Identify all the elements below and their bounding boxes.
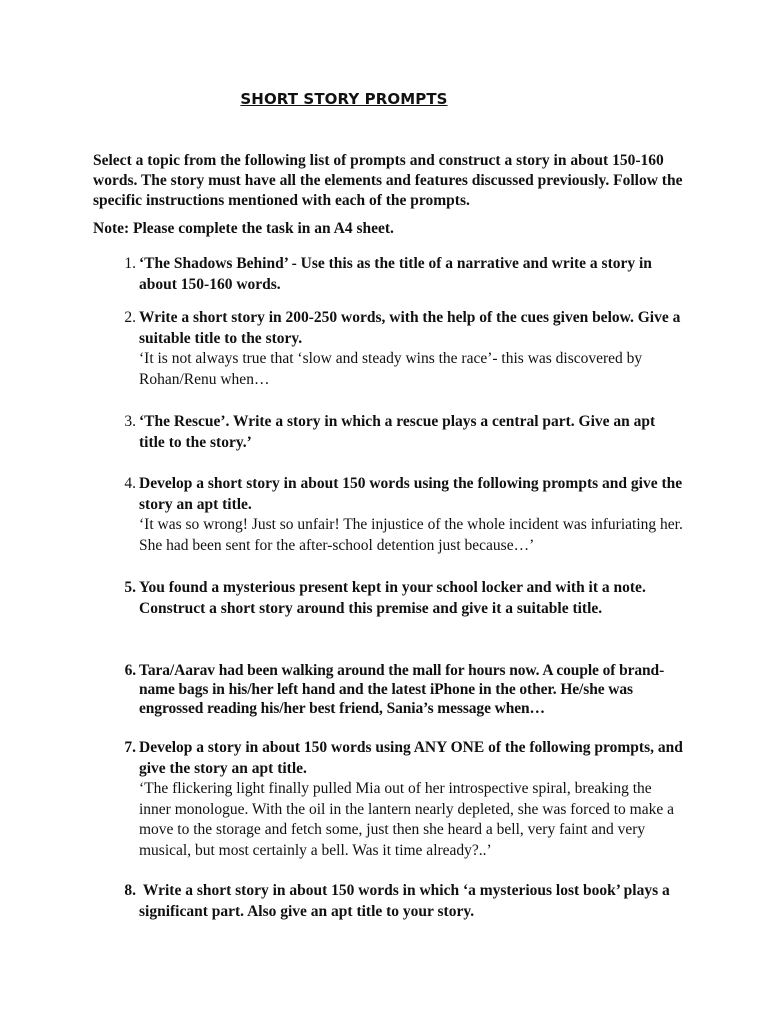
note-paragraph: Note: Please complete the task in an A4 sheet. bbox=[93, 220, 394, 237]
prompt-text: Develop a short story in about 150 words using the following prompts and give the story an apt title. bbox=[139, 475, 683, 513]
prompt-cue: ‘It is not always true that ‘slow and steady wins the race’- this was discovered by Rohan/Renu when… bbox=[139, 350, 643, 388]
list-item-number: 6. bbox=[124, 662, 136, 679]
list-item bbox=[124, 308, 684, 390]
list-item bbox=[124, 738, 684, 861]
list-item-number: 8. bbox=[124, 882, 136, 899]
list-item-number: 2. bbox=[124, 309, 136, 326]
prompt-cue: ‘The flickering light finally pulled Mia out of her introspective spiral, breaking the inner monologue. With the oil in the lantern nearly depleted, she was forced to make a move to the storage and fetch some, just then she heard a bell, very faint and very musical, but most certainly a bell. Was it time already?..’ bbox=[139, 780, 674, 859]
list-item bbox=[124, 661, 684, 718]
list-item bbox=[124, 474, 684, 556]
list-item-number: 1. bbox=[124, 255, 136, 272]
list-item-number: 5. bbox=[124, 579, 136, 596]
list-item bbox=[124, 254, 684, 295]
prompt-text: ‘The Rescue’. Write a story in which a rescue plays a central part. Give an apt title to the story.’ bbox=[139, 413, 656, 451]
list-item bbox=[124, 881, 684, 922]
page-title: SHORT STORY PROMPTS bbox=[240, 90, 448, 108]
prompt-cue: ‘It was so wrong! Just so unfair! The injustice of the whole incident was infuriating her. She had been sent for the after-school detention just because…’ bbox=[139, 516, 683, 554]
list-item-number: 4. bbox=[124, 475, 136, 492]
instructions-paragraph: Select a topic from the following list of prompts and construct a story in about 150-160 words. The story must have all the elements and features discussed previously. Follow the specific instructions mentioned with each of the prompts. bbox=[93, 152, 683, 209]
list-item bbox=[124, 578, 684, 619]
prompt-text: Write a short story in 200-250 words, with the help of the cues given below. Give a suitable title to the story. bbox=[139, 309, 681, 347]
prompt-text: You found a mysterious present kept in your school locker and with it a note. Construct a short story around this premise and give it a suitable title. bbox=[139, 579, 646, 617]
list-item bbox=[124, 412, 684, 453]
prompt-text: Tara/Aarav had been walking around the mall for hours now. A couple of brand-name bags in his/her left hand and the latest iPhone in the other. He/she was engrossed reading his/her best friend, Sania’s message when… bbox=[139, 662, 665, 717]
prompt-text: Develop a story in about 150 words using ANY ONE of the following prompts, and give the story an apt title. bbox=[139, 739, 683, 777]
prompt-text: Write a short story in about 150 words in which ‘a mysterious lost book’ plays a significant part. Also give an apt title to your story. bbox=[139, 882, 674, 920]
prompt-text: ‘The Shadows Behind’ - Use this as the title of a narrative and write a story in about 150-160 words. bbox=[139, 255, 652, 293]
list-item-number: 3. bbox=[124, 413, 136, 430]
list-item-number: 7. bbox=[124, 739, 136, 756]
